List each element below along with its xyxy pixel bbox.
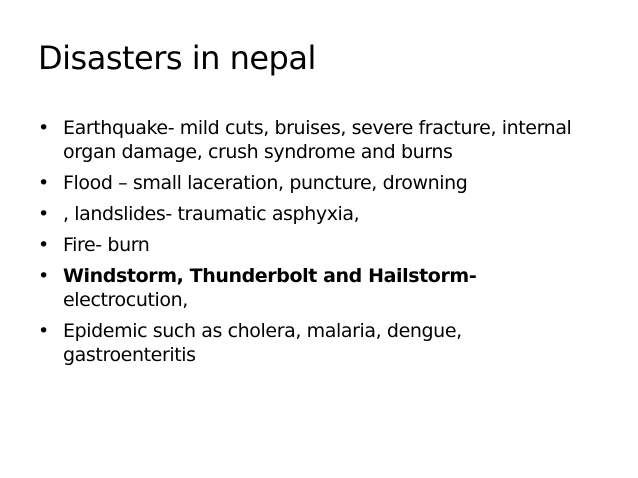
bullet-item-landslides xyxy=(38,202,598,226)
bullet-dot-icon: • xyxy=(38,117,49,139)
bullet-text-bold: Windstorm, Thunderbolt and Hailstorm- xyxy=(63,265,477,287)
bullet-item-windstorm xyxy=(38,264,598,312)
bullet-item-fire xyxy=(38,233,598,257)
bullet-item-flood xyxy=(38,171,598,195)
bullet-text: electrocution, xyxy=(63,289,188,311)
bullet-text: , landslides- traumatic asphyxia, xyxy=(63,203,360,225)
bullet-dot-icon: • xyxy=(38,265,49,287)
bullet-text: Epidemic such as cholera, malaria, dengue, gastroenteritis xyxy=(63,320,462,366)
bullet-text: Flood – small laceration, puncture, drowning xyxy=(63,172,468,194)
bullet-dot-icon: • xyxy=(38,320,49,342)
bullet-text: Earthquake- mild cuts, bruises, severe fracture, internal organ damage, crush syndrome and burns xyxy=(63,117,572,163)
bullet-list xyxy=(38,116,598,367)
bullet-dot-icon: • xyxy=(38,172,49,194)
bullet-text: Fire- burn xyxy=(63,234,150,256)
bullet-item-earthquake xyxy=(38,116,598,164)
slide-title: Disasters in nepal xyxy=(38,39,316,77)
bullet-dot-icon: • xyxy=(38,234,49,256)
bullet-dot-icon: • xyxy=(38,203,49,225)
bullet-item-epidemic xyxy=(38,319,598,367)
